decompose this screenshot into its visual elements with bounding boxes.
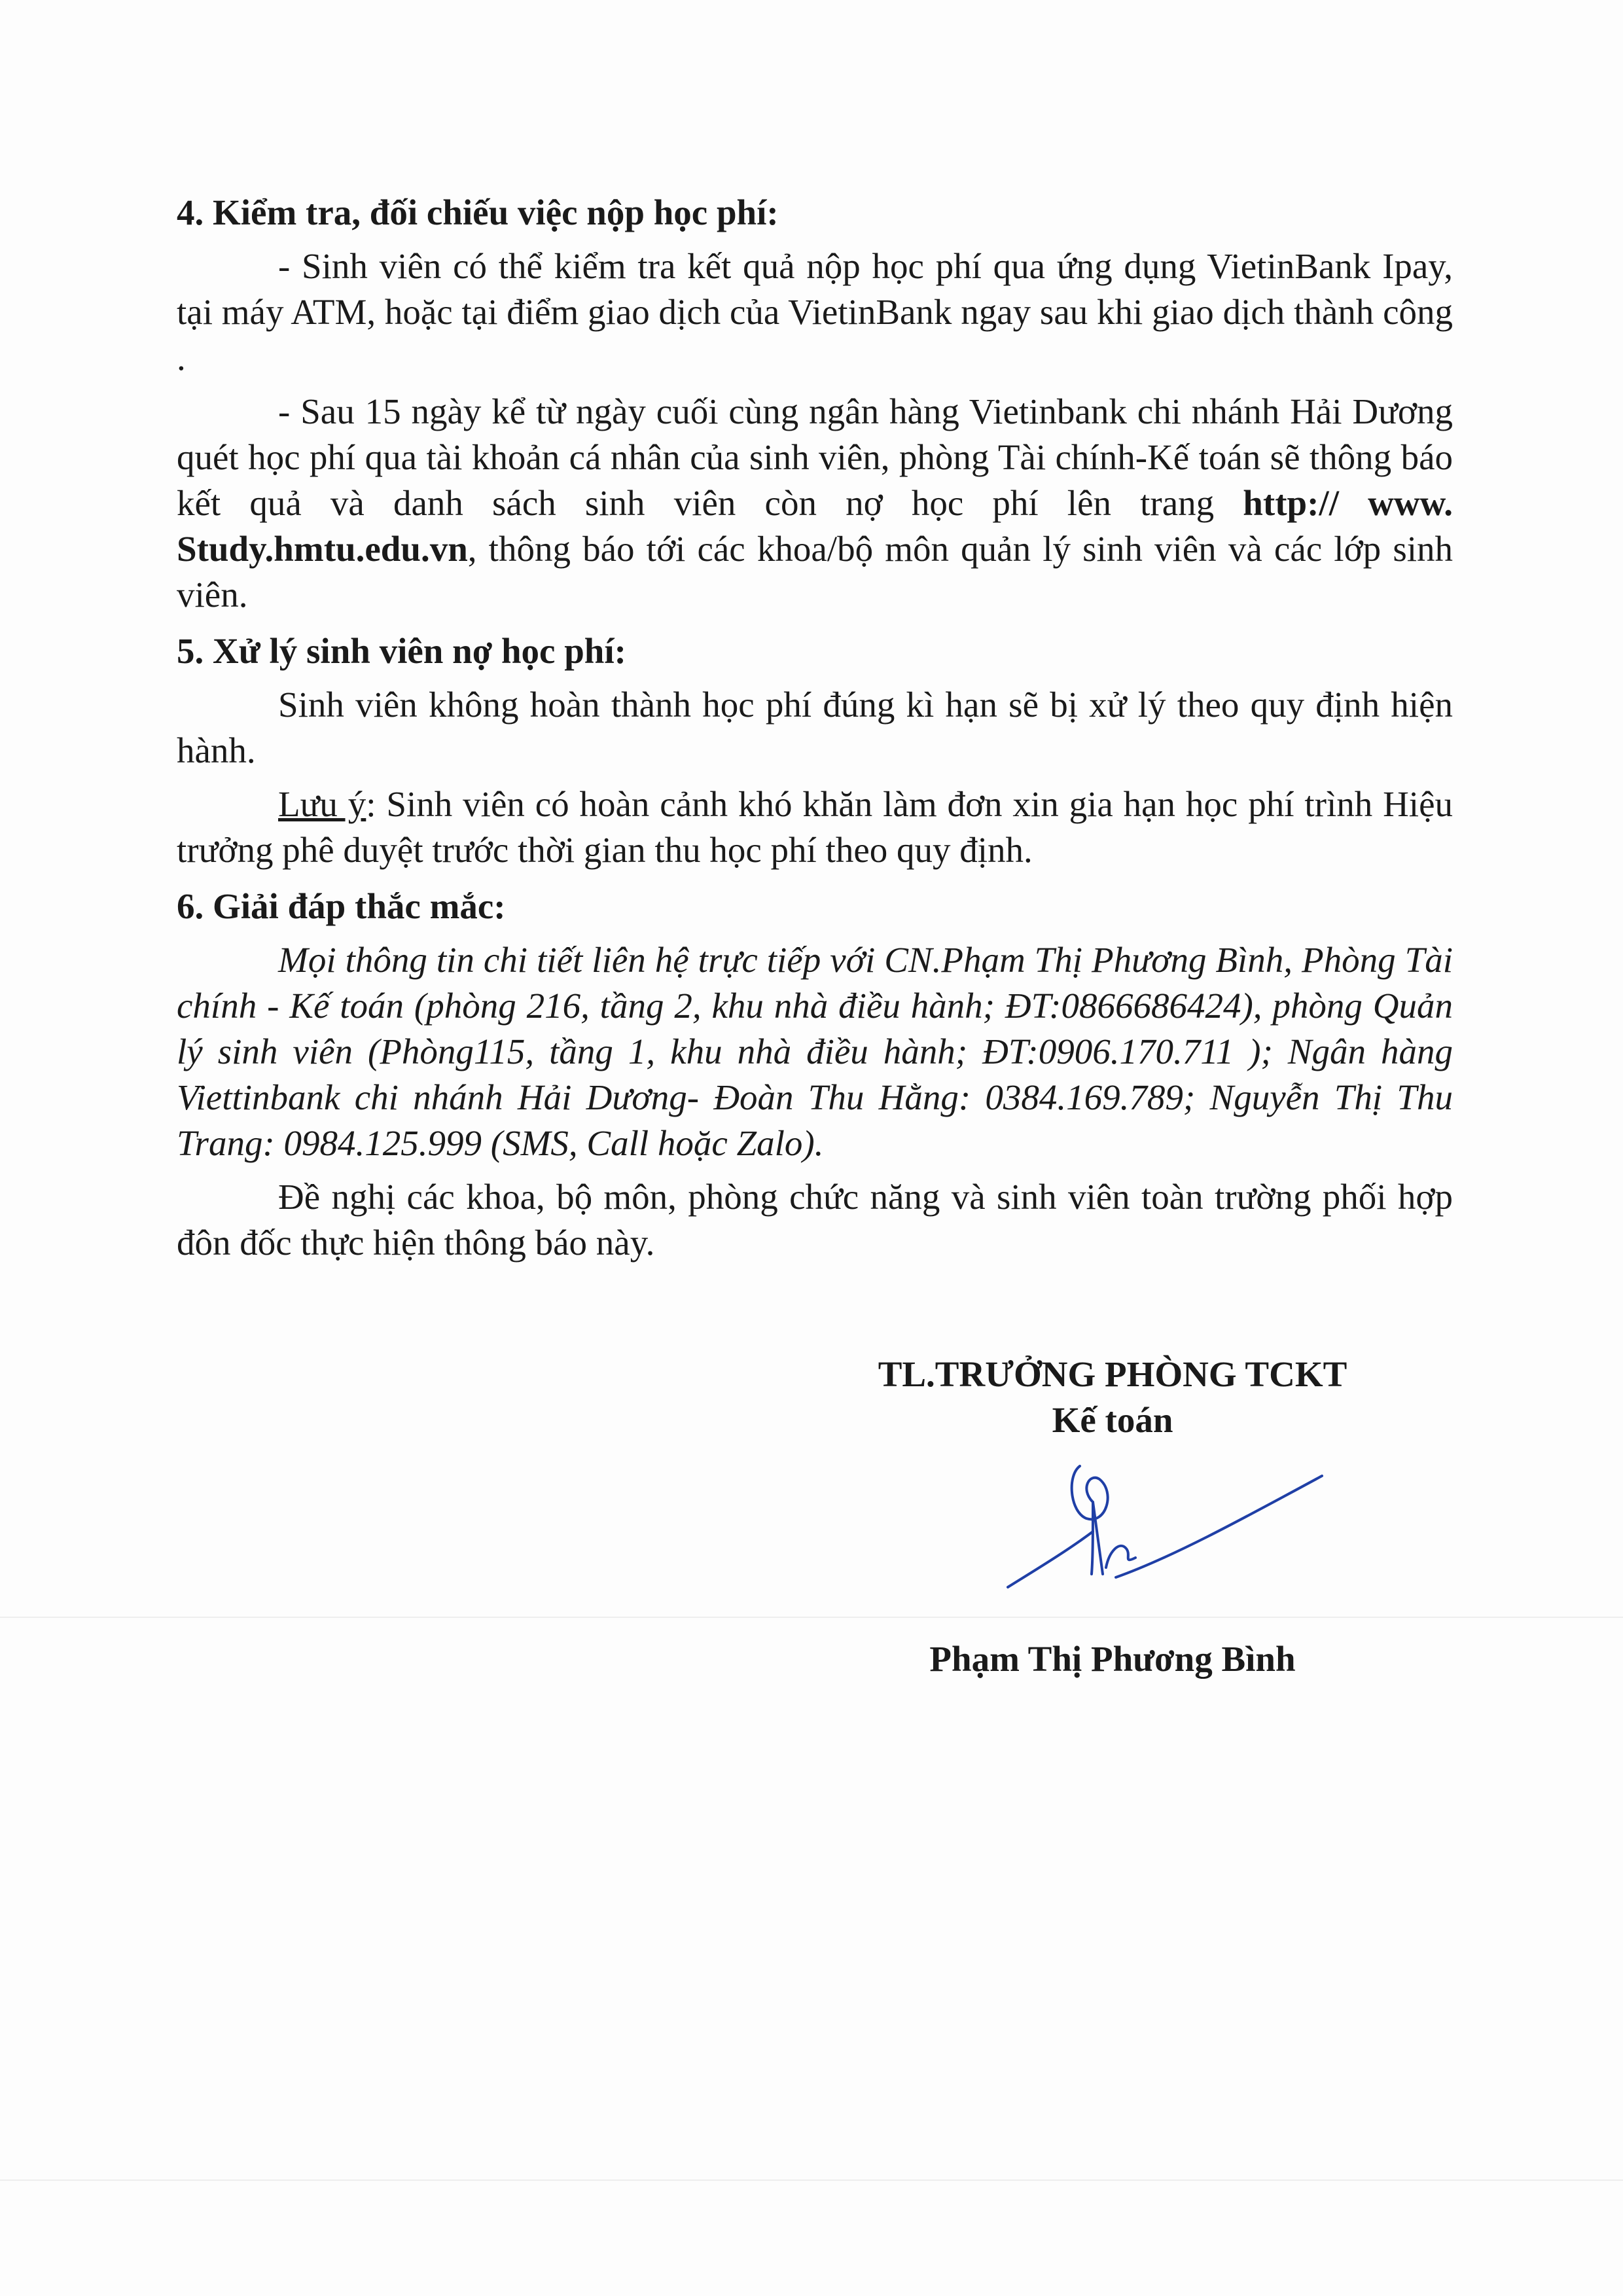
signer-role: Kế toán [1052, 1400, 1173, 1440]
section-4-paragraph-2 [177, 389, 1453, 618]
section-4-paragraph-2-start: - Sau 15 ngày kể từ ngày cuối cùng ngân hàng Vietinbank chi nhánh Hải Dương quét học phí qua tài khoản cá nhân của sinh viên, phòng Tài chính-Kế toán sẽ thông báo kết quả và danh sách sinh viên còn nợ học phí lên trang [177, 391, 1453, 523]
section-4-paragraph-1: - Sinh viên có thể kiểm tra kết quả nộp học phí qua ứng dụng VietinBank Ipay, tại máy ATM, hoặc tại điểm giao dịch của VietinBank ngay sau khi giao dịch thành công . [177, 246, 1453, 378]
document-body [177, 190, 1453, 1266]
note-label: Lưu ý [278, 784, 366, 824]
scan-artifact-line [0, 1617, 1623, 1618]
study-portal-link[interactable]: http:// www. Study.hmtu.edu.vn [177, 483, 1453, 569]
section-5-paragraph-1: Sinh viên không hoàn thành học phí đúng kì hạn sẽ bị xử lý theo quy định hiện hành. [177, 685, 1453, 770]
signature-title-block [844, 1352, 1381, 1443]
handwritten-signature [995, 1453, 1335, 1610]
signer-title: TL.TRƯỞNG PHÒNG TCKT [878, 1354, 1347, 1394]
scan-artifact-line [0, 2179, 1623, 2181]
section-5-heading: 5. Xử lý sinh viên nợ học phí: [177, 631, 626, 671]
section-5-note [177, 781, 1453, 873]
section-6-contact-info: Mọi thông tin chi tiết liên hệ trực tiếp với CN.Phạm Thị Phương Bình, Phòng Tài chính - Kế toán (phòng 216, tầng 2, khu nhà điều hành; ĐT:0866686424), phòng Quản lý sinh viên (Phòng115, tầng 1, khu nhà điều hành; ĐT:0906.170.711 ); Ngân hàng Viettinbank chi nhánh Hải Dương- Đoàn Thu Hằng: 0384.169.789; Nguyễn Thị Thu Trang: 0984.125.999 (SMS, Call hoặc Zalo). [177, 940, 1453, 1163]
section-6-heading: 6. Giải đáp thắc mắc: [177, 886, 506, 926]
section-4-heading: 4. Kiểm tra, đối chiếu việc nộp học phí: [177, 192, 779, 232]
signer-name: Phạm Thị Phương Bình [929, 1639, 1296, 1679]
note-text: : Sinh viên có hoàn cảnh khó khăn làm đơn xin gia hạn học phí trình Hiệu trưởng phê duyệt trước thời gian thu học phí theo quy định. [177, 784, 1454, 870]
closing-request: Đề nghị các khoa, bộ môn, phòng chức năng và sinh viên toàn trường phối hợp đôn đốc thực hiện thông báo này. [177, 1177, 1453, 1263]
section-4-paragraph-2-end: , thông báo tới các khoa/bộ môn quản lý sinh viên và các lớp sinh viên. [177, 529, 1453, 615]
